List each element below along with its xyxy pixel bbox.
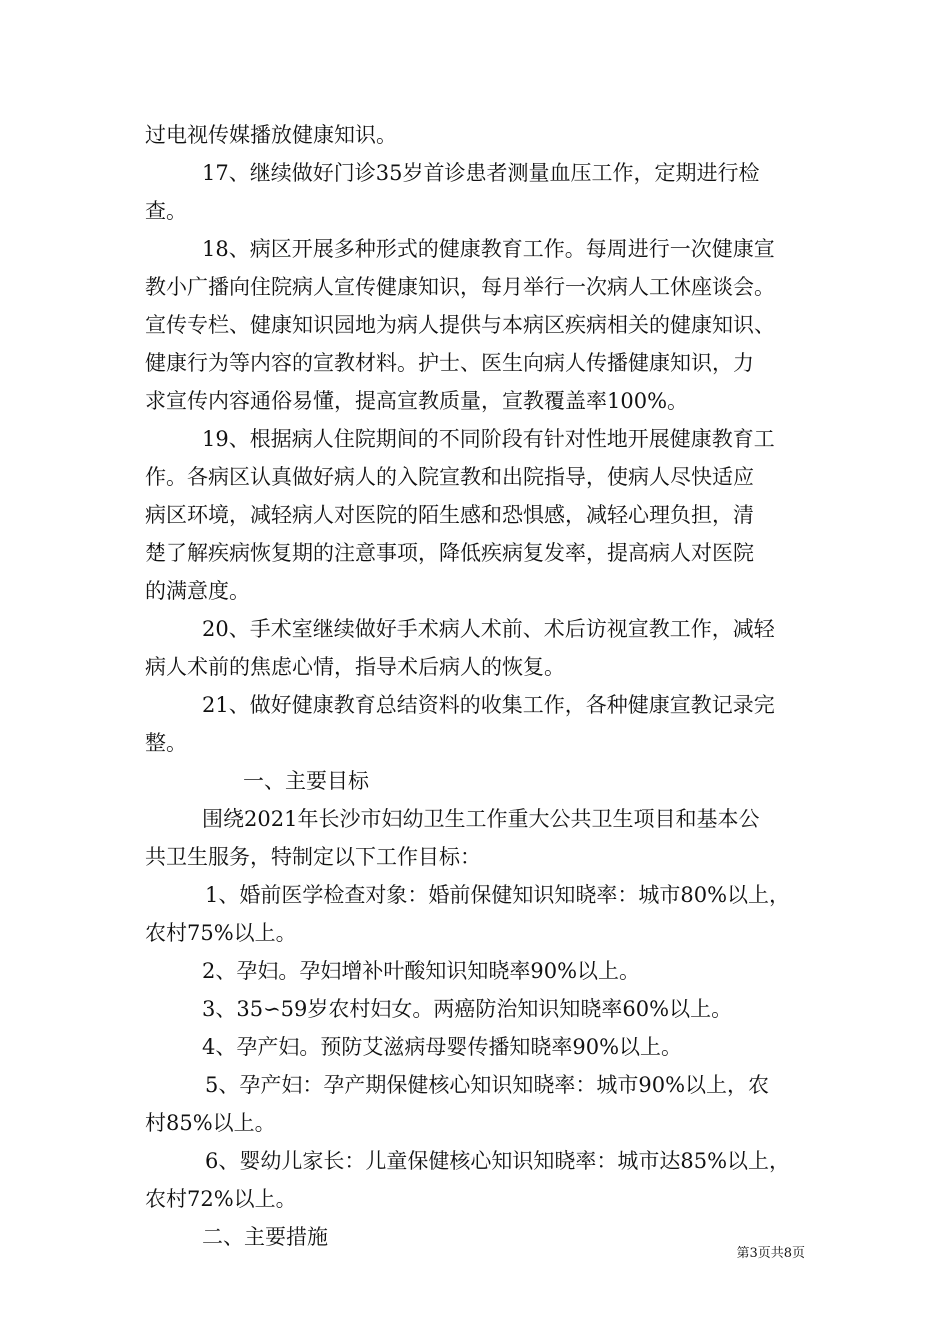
text-line: 5、孕产妇：孕产期保健核心知识知晓率：城市90%以上，农: [205, 1073, 770, 1097]
text-line: 宣传专栏、健康知识园地为病人提供与本病区疾病相关的健康知识、: [145, 313, 775, 337]
text-line: 4、孕产妇。预防艾滋病母婴传播知晓率90%以上。: [202, 1035, 683, 1059]
text-line: 17、继续做好门诊35岁首诊患者测量血压工作，定期进行检: [202, 161, 760, 185]
text-line: 18、病区开展多种形式的健康教育工作。每周进行一次健康宣: [202, 237, 775, 261]
text-line: 整。: [145, 731, 187, 755]
section-heading: 一、主要目标: [243, 769, 369, 793]
text-line: 共卫生服务，特制定以下工作目标：: [145, 845, 481, 869]
text-line: 村85%以上。: [145, 1111, 276, 1135]
section-heading: 二、主要措施: [202, 1225, 328, 1249]
text-line: 1、婚前医学检查对象：婚前保健知识知晓率：城市80%以上，: [205, 883, 791, 907]
text-line: 的满意度。: [145, 579, 250, 603]
text-line: 求宣传内容通俗易懂，提高宣教质量，宣教覆盖率100%。: [145, 389, 689, 413]
text-line: 21、做好健康教育总结资料的收集工作，各种健康宣教记录完: [202, 693, 775, 717]
text-line: 20、手术室继续做好手术病人术前、术后访视宣教工作，减轻: [202, 617, 775, 641]
text-line: 3、35∽59岁农村妇女。两癌防治知识知晓率60%以上。: [202, 997, 733, 1021]
text-line: 作。各病区认真做好病人的入院宣教和出院指导，使病人尽快适应: [145, 465, 754, 489]
text-line: 2、孕妇。孕妇增补叶酸知识知晓率90%以上。: [202, 959, 641, 983]
text-line: 病区环境，减轻病人对医院的陌生感和恐惧感，减轻心理负担，清: [145, 503, 754, 527]
text-line: 围绕2021年长沙市妇幼卫生工作重大公共卫生项目和基本公: [202, 807, 760, 831]
page-number: 第3页共8页: [736, 1246, 805, 1261]
text-line: 健康行为等内容的宣教材料。护士、医生向病人传播健康知识，力: [145, 351, 754, 375]
text-line: 6、婴幼儿家长：儿童保健核心知识知晓率：城市达85%以上，: [205, 1149, 791, 1173]
text-line: 教小广播向住院病人宣传健康知识，每月举行一次病人工休座谈会。: [145, 275, 775, 299]
text-line: 病人术前的焦虑心情，指导术后病人的恢复。: [145, 655, 565, 679]
text-line: 农村72%以上。: [145, 1187, 297, 1211]
text-line: 农村75%以上。: [145, 921, 297, 945]
text-line: 19、根据病人住院期间的不同阶段有针对性地开展健康教育工: [202, 427, 775, 451]
text-line: 楚了解疾病恢复期的注意事项，降低疾病复发率，提高病人对医院: [145, 541, 754, 565]
text-line: 过电视传媒播放健康知识。: [145, 123, 397, 147]
text-line: 查。: [145, 199, 187, 223]
